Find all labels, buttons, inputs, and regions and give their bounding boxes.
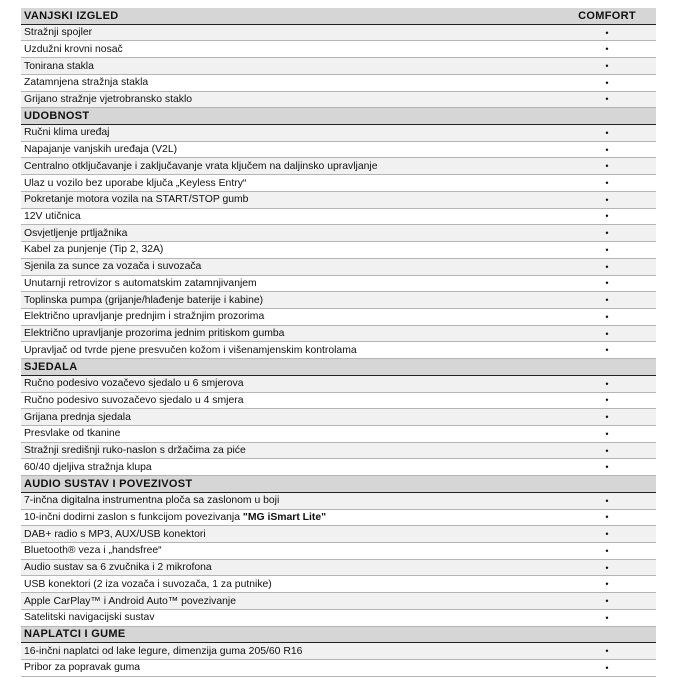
feature-label [21,596,558,607]
standard-bullet: • [605,94,609,105]
standard-bullet: • [605,261,609,272]
feature-label [21,345,558,356]
feature-text: 12V utičnica [24,210,81,222]
feature-label [21,261,558,272]
feature-label [21,378,558,389]
standard-bullet: • [605,612,609,623]
standard-bullet: • [605,378,609,389]
feature-label [21,61,558,72]
feature-text: Sjenila za sunce za vozača i suvozača [24,261,202,273]
standard-bullet: • [605,328,609,339]
feature-label [21,412,558,423]
feature-text: Bluetooth® veza i „handsfree“ [24,545,162,557]
standard-bullet: • [605,646,609,657]
section-header [21,627,656,644]
feature-label [21,562,558,573]
section-title: VANJSKI IZGLED [24,9,119,22]
standard-bullet: • [605,345,609,356]
feature-label [21,311,558,322]
feature-label [21,211,558,222]
feature-text: Satelitski navigacijski sustav [24,612,155,624]
feature-label [21,579,558,590]
feature-label [21,646,558,657]
feature-text: Napajanje vanjskih uređaja (V2L) [24,144,178,156]
feature-text: Zatamnjena stražnja stakla [24,77,149,89]
section-header [21,359,656,376]
section-title: AUDIO SUSTAV I POVEZIVOST [24,477,193,490]
table-row [21,610,656,627]
feature-label [21,512,558,523]
standard-bullet: • [605,445,609,456]
standard-bullet: • [605,596,609,607]
feature-text: Ručno podesivo suvozačevo sjedalo u 4 smjera [24,394,244,406]
feature-text: Osvjetljenje prtljažnika [24,227,128,239]
table-row [21,593,656,610]
table-row [21,326,656,343]
standard-bullet: • [605,545,609,556]
feature-label [21,545,558,556]
table-row [21,41,656,58]
table-row [21,376,656,393]
table-row [21,225,656,242]
table-row [21,259,656,276]
table-row [21,276,656,293]
table-row [21,643,656,660]
section-title: UDOBNOST [24,110,90,123]
feature-label [21,228,558,239]
table-row [21,493,656,510]
standard-bullet: • [605,61,609,72]
standard-bullet: • [605,512,609,523]
feature-label [21,395,558,406]
table-row [21,309,656,326]
table-row [21,142,656,159]
table-row [21,292,656,309]
feature-text: Uzdužni krovni nosač [24,43,123,55]
standard-bullet: • [605,579,609,590]
standard-bullet: • [605,244,609,255]
standard-bullet: • [605,194,609,205]
table-row [21,242,656,259]
section-4 [21,476,656,626]
feature-label [21,495,558,506]
standard-bullet: • [605,311,609,322]
feature-label [21,445,558,456]
standard-bullet: • [605,228,609,239]
feature-label [21,244,558,255]
feature-text: Stražnji središnji ruko-naslon s držačima za piće [24,445,246,457]
feature-label [21,612,558,623]
section-header [21,476,656,493]
feature-text: Ulaz u vozilo bez uporabe ključa „Keyless Entry“ [24,177,247,189]
standard-bullet: • [605,161,609,172]
standard-bullet: • [605,278,609,289]
table-row [21,660,656,677]
table-row [21,192,656,209]
feature-text: 16-inčni naplatci od lake legure, dimenzija guma 205/60 R16 [24,645,303,657]
section-header [21,108,656,125]
equipment-table [21,8,656,677]
feature-text: Pokretanje motora vozila na START/STOP gumb [24,194,249,206]
feature-text: Ručno podesivo vozačevo sjedalo u 6 smjerova [24,378,244,390]
feature-text: USB konektori (2 iza vozača i suvozača, 1 za putnike) [24,578,272,590]
feature-text: Centralno otključavanje i zaključavanje vrata ključem na daljinsko upravljanje [24,160,378,172]
table-row [21,560,656,577]
feature-text: Stražnji spojler [24,27,93,39]
standard-bullet: • [605,127,609,138]
feature-text: Grijano stražnje vjetrobransko staklo [24,93,193,105]
standard-bullet: • [605,562,609,573]
table-row [21,526,656,543]
table-row [21,510,656,527]
feature-text: Pribor za popravak guma [24,662,141,674]
feature-text: Grijana prednja sjedala [24,411,131,423]
feature-text: Audio sustav sa 6 zvučnika i 2 mikrofona [24,562,212,574]
table-row [21,58,656,75]
table-row [21,393,656,410]
standard-bullet: • [605,412,609,423]
feature-text: Kabel za punjenje (Tip 2, 32A) [24,244,164,256]
feature-text: Tonirana stakla [24,60,94,72]
feature-label [21,295,558,306]
section-5 [21,627,656,677]
feature-label [21,127,558,138]
section-2 [21,108,656,359]
table-row [21,543,656,560]
table-row [21,75,656,92]
feature-label [21,462,558,473]
standard-bullet: • [605,495,609,506]
feature-label [21,662,558,673]
feature-text: 60/40 djeljiva stražnja klupa [24,461,152,473]
feature-text: DAB+ radio s MP3, AUX/USB konektori [24,528,206,540]
feature-text: Električno upravljanje prozorima jednim pritiskom gumba [24,328,285,340]
table-row [21,459,656,476]
feature-label [21,194,558,205]
table-row [21,409,656,426]
table-row [21,175,656,192]
table-row [21,426,656,443]
table-row [21,25,656,42]
trim-column-header: COMFORT [578,9,636,22]
feature-label [21,529,558,540]
feature-label [21,178,558,189]
section-title: NAPLATCI I GUME [24,628,126,641]
standard-bullet: • [605,395,609,406]
standard-bullet: • [605,211,609,222]
feature-text: Unutarnji retrovizor s automatskim zatamnjivanjem [24,277,257,289]
table-row [21,92,656,109]
table-row [21,576,656,593]
feature-label [21,44,558,55]
table-row [21,443,656,460]
feature-brand-text: "MG iSmart Lite" [242,511,327,523]
feature-text: Presvlake od tkanine [24,428,121,440]
standard-bullet: • [605,428,609,439]
feature-text: Toplinska pumpa (grijanje/hlađenje baterije i kabine) [24,294,264,306]
feature-text: 7-inčna digitalna instrumentna ploča sa zaslonom u boji [24,495,280,507]
section-header [21,8,656,25]
standard-bullet: • [605,662,609,673]
feature-label [21,161,558,172]
feature-text: Ručni klima uređaj [24,127,110,139]
feature-text: Upravljač od tvrde pjene presvučen kožom i višenamjenskim kontrolama [24,344,357,356]
table-row [21,125,656,142]
section-3 [21,359,656,476]
section-1 [21,8,656,108]
standard-bullet: • [605,529,609,540]
standard-bullet: • [605,44,609,55]
standard-bullet: • [605,462,609,473]
feature-label [21,328,558,339]
feature-text: 10-inčni dodirni zaslon s funkcijom povezivanja [24,511,243,523]
feature-text: Električno upravljanje prednjim i stražnjim prozorima [24,311,265,323]
feature-label [21,278,558,289]
table-row [21,342,656,359]
feature-label [21,428,558,439]
feature-label [21,94,558,105]
feature-text: Apple CarPlay™ i Android Auto™ povezivanje [24,595,236,607]
standard-bullet: • [605,144,609,155]
standard-bullet: • [605,178,609,189]
table-row [21,158,656,175]
feature-label [21,144,558,155]
feature-label [21,77,558,88]
feature-label [21,27,558,38]
standard-bullet: • [605,295,609,306]
standard-bullet: • [605,77,609,88]
section-title: SJEDALA [24,360,78,373]
table-row [21,209,656,226]
standard-bullet: • [605,27,609,38]
